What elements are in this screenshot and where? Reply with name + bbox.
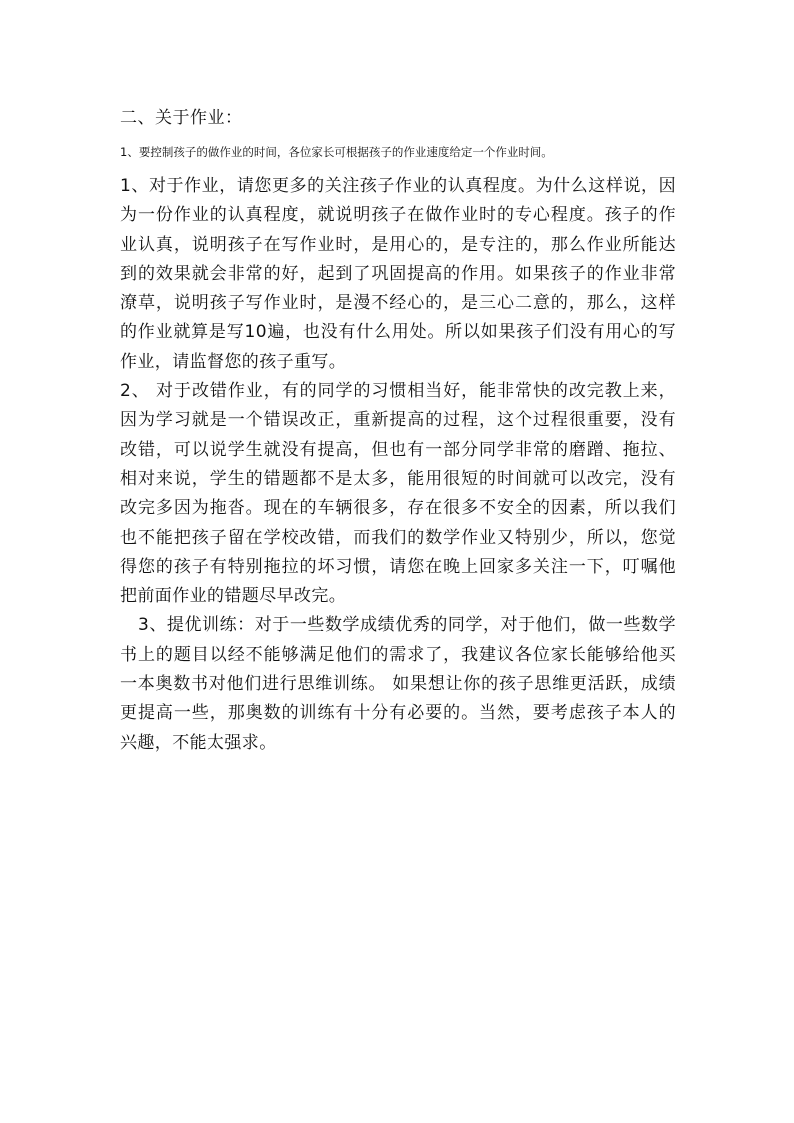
paragraph-correction-homework: 2、 对于改错作业，有的同学的习惯相当好，能非常快的改完教上来，因为学习就是一个错误改正，重新提高的过程，这个过程很重要，没有改错，可以说学生就没有提高，但也有一部分同学非常的磨蹭、拖拉、相对来说，学生的错题都不是太多，能用很短的时间就可以改完，没有改完多因为拖沓。现在的车辆很多，存在很多不安全的因素，所以我们也不能把孩子留在学校改错，而我们的数学作业又特别少，所以，您觉得您的孩子有特别拖拉的坏习惯，请您在晚上回家多关注一下，叮嘱他把前面作业的错题尽早改完。 xyxy=(120,381,676,607)
paragraph-homework-care: 1、对于作业，请您更多的关注孩子作业的认真程度。为什么这样说，因为一份作业的认真程度，就说明孩子在做作业时的专心程度。孩子的作业认真，说明孩子在写作业时，是用心的，是专注的，那么作业所能达到的效果就会非常的好，起到了巩固提高的作用。如果孩子的作业非常潦草，说明孩子写作业时，是漫不经心的，是三心二意的，那么，这样的作业就算是写10遍，也没有什么用处。所以如果孩子们没有用心的写作业，请监督您的孩子重写。 xyxy=(120,176,676,372)
paragraph-advanced-training: 3、提优训练：对于一些数学成绩优秀的同学，对于他们，做一些数学书上的题目以经不能够满足他们的需求了，我建议各位家长能够给他买一本奥数书对他们进行思维训练。 如果想让你的孩子思维更活跃，成绩更提高一些，那奥数的训练有十分有必要的。当然，要考虑孩子本人的兴趣，不能太强求。 xyxy=(120,615,676,753)
document-body xyxy=(120,104,676,758)
homework-time-note: 1、要控制孩子的做作业的时间，各位家长可根据孩子的作业速度给定一个作业时间。 xyxy=(120,145,553,159)
section-heading: 二、关于作业： xyxy=(120,108,243,128)
